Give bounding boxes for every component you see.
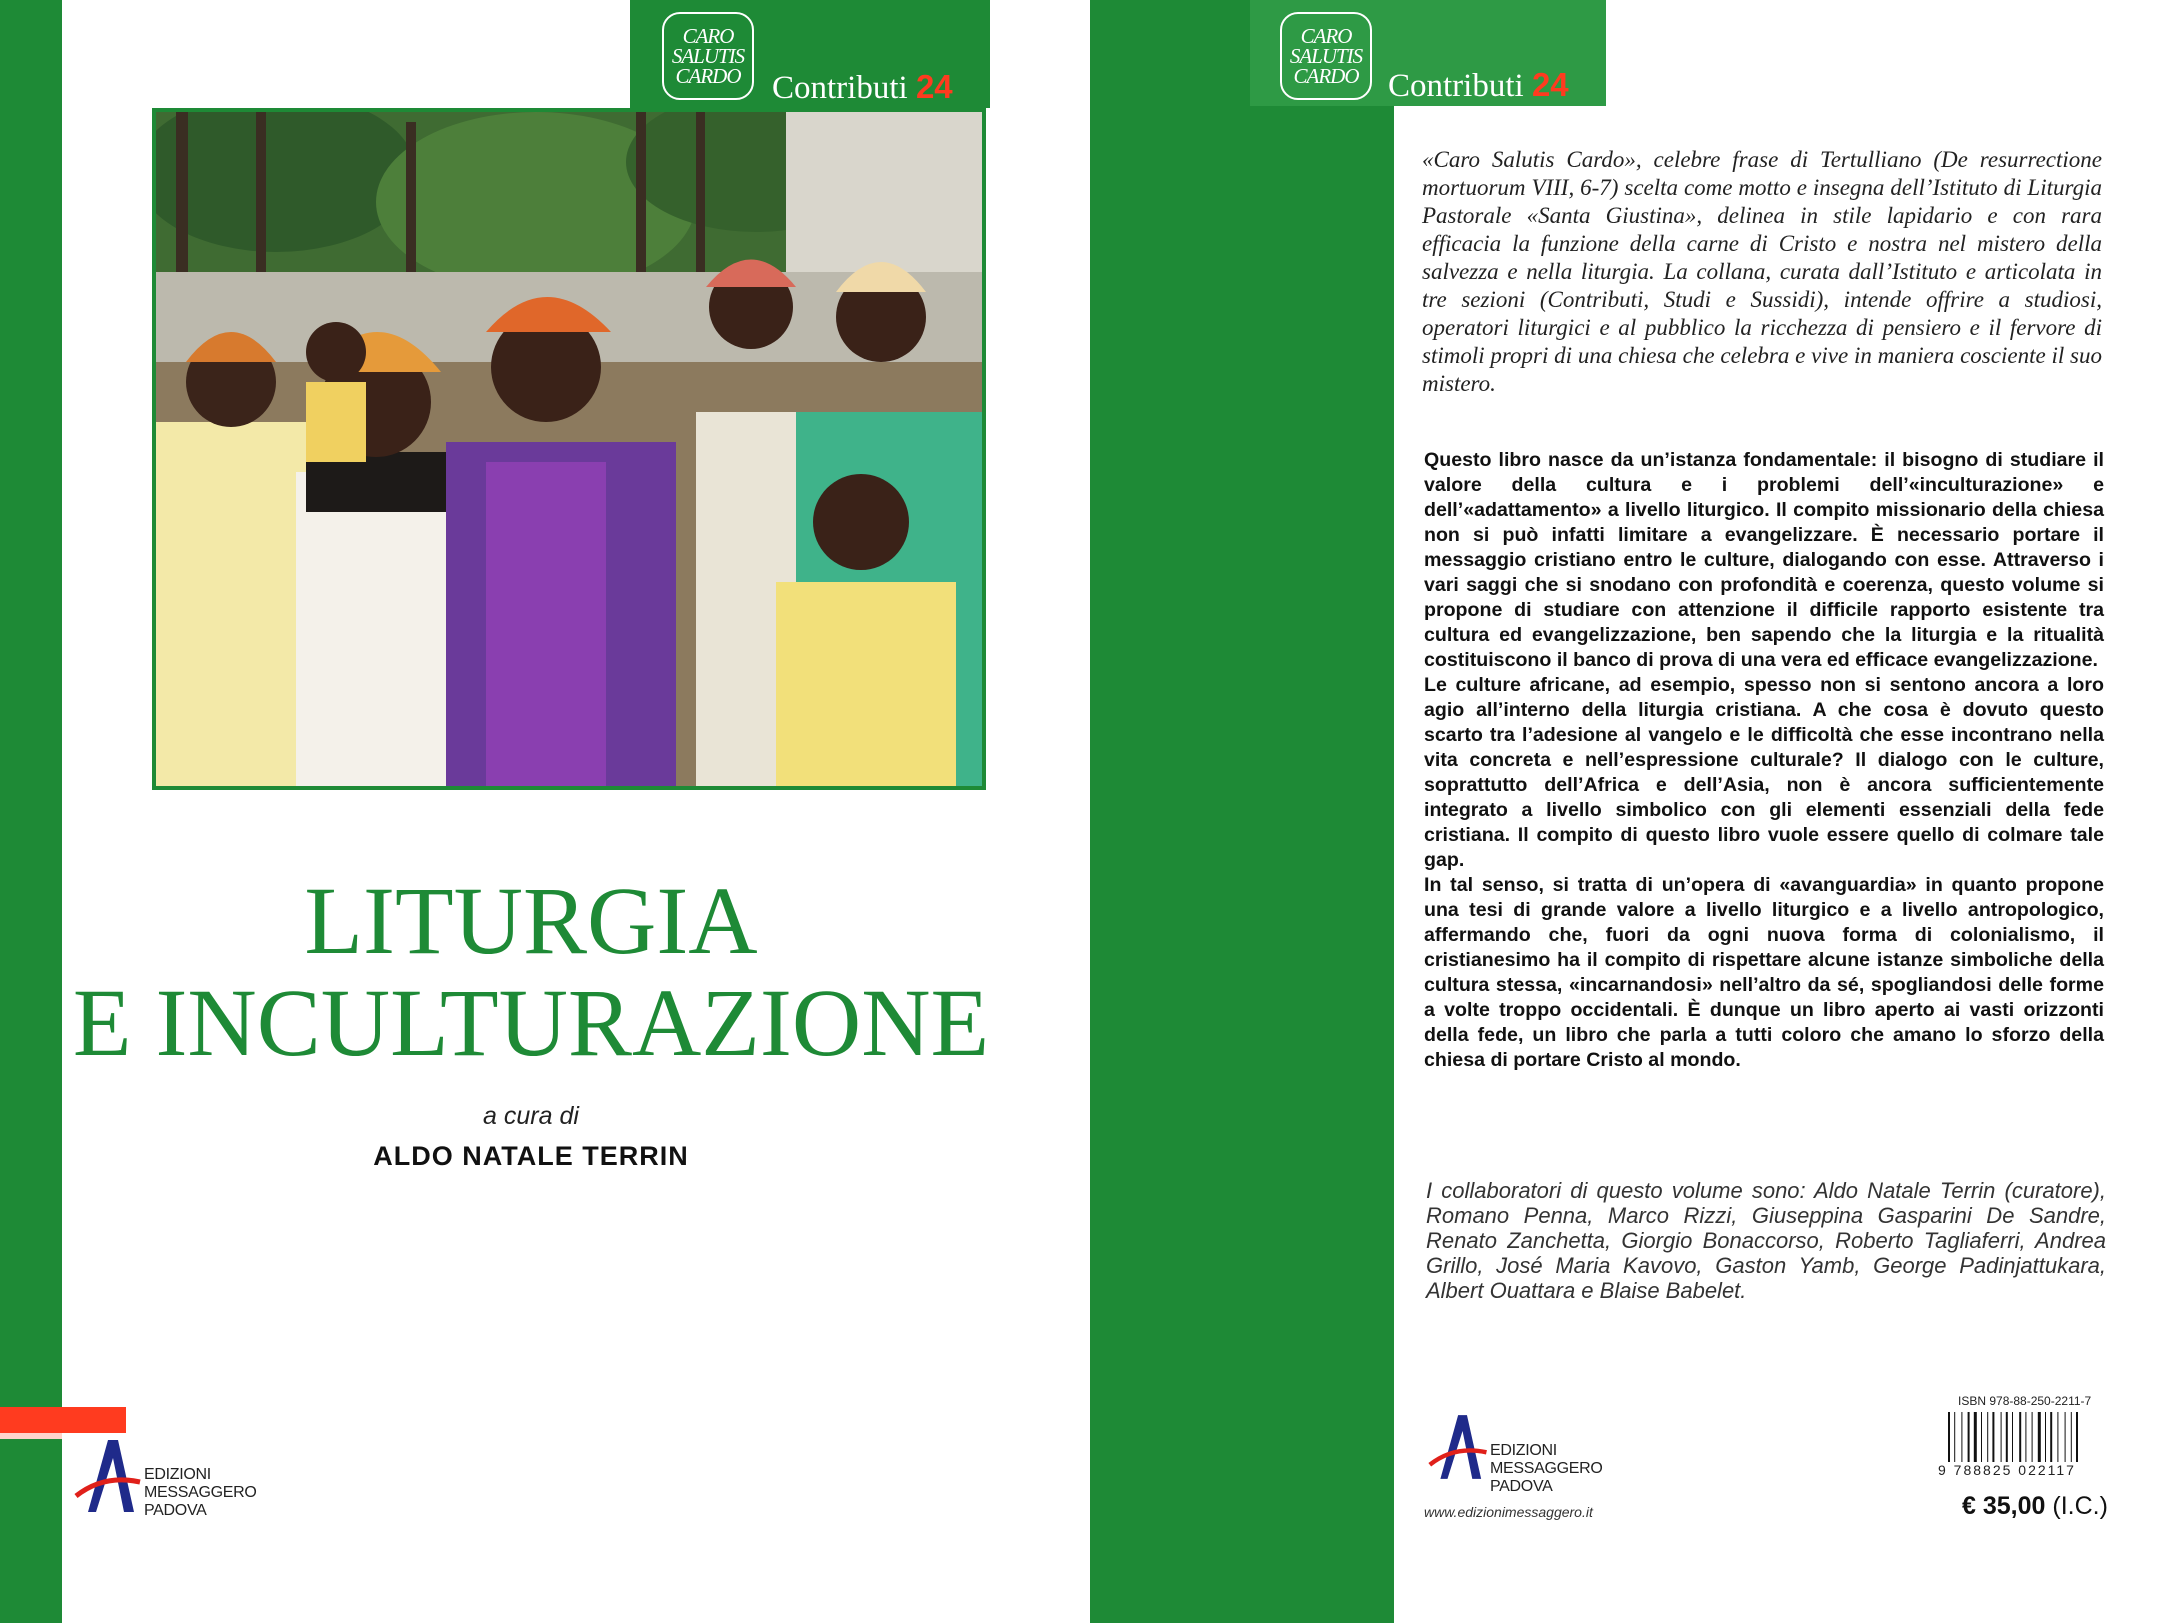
barcode-bar <box>2076 1412 2078 1462</box>
publisher-name-line: MESSAGGERO <box>1490 1460 1603 1477</box>
barcode-bar <box>2050 1412 2052 1462</box>
back-green-strip <box>1090 0 1394 1623</box>
book-blurb <box>1424 448 2104 1073</box>
barcode-bar <box>2071 1412 2072 1462</box>
barcode-icon <box>1944 1410 2106 1468</box>
blurb-paragraph: In tal senso, si tratta di un’opera di «avanguardia» in quanto propone una tesi di grande valore a livello liturgico e a livello antropologico, affermando che, fuori da ogni nuova forma di colonialismo, il cristianesimo ha il compito di rispettare alcune istanze simboliche della cultura stessa, «incarnandosi» nell’altro da sé, spogliandosi delle forme a volte troppo occidentali. È dunque un libro aperto ai vasti orizzonti della fede, un libro che parla a tutti coloro che amano lo sforzo della chiesa di portare Cristo al mondo. <box>1424 874 2104 1071</box>
publisher-name <box>144 1466 257 1520</box>
series-logo-line: CARO <box>682 24 734 48</box>
series-number: 24 <box>1531 66 1569 103</box>
barcode-bar <box>2006 1412 2008 1462</box>
publisher-logo-icon <box>74 1438 144 1514</box>
front-red-mark <box>0 1407 126 1433</box>
book-title-line: E INCULTURAZIONE <box>72 969 990 1076</box>
barcode-bar <box>1992 1412 1994 1462</box>
book-title-line: LITURGIA <box>304 867 758 974</box>
barcode-bar <box>1948 1412 1950 1462</box>
publisher-name-line: PADOVA <box>1490 1478 1553 1495</box>
barcode-bar <box>2057 1412 2058 1462</box>
series-description: «Caro Salutis Cardo», celebre frase di Tertulliano (De resurrectione mortuorum VIII, 6-7) scelta come motto e insegna dell’Istituto di Liturgia Pastorale «Santa Giustina», delinea in stile lapidario e con rara efficacia la funzione della carne di Cristo e nostra nel mistero della salvezza e nella liturgia. La collana, curata dall’Istituto e articolata in tre sezioni (Contributi, Studi e Sussidi), intende offrire a studiosi, operatori liturgici e al pubblico la ricchezza di pensiero e il fervore di stimoli propri di una chiesa che celebra e vive in maniera cosciente il suo mistero. <box>1422 147 2102 396</box>
series-logo-line: SALUTIS <box>1289 44 1363 68</box>
series-logo-line: CARDO <box>675 64 741 88</box>
barcode-bar <box>1974 1412 1977 1462</box>
barcode-bar <box>1987 1412 1988 1462</box>
series-name: Contributi <box>772 70 908 106</box>
series-logo <box>1280 12 1372 100</box>
price-value: € 35,00 <box>1962 1492 2046 1520</box>
series-number: 24 <box>915 68 953 105</box>
barcode-bar <box>2045 1412 2046 1462</box>
cover-photo-illustration <box>156 112 982 786</box>
blurb-paragraph: Questo libro nasce da un’istanza fondamentale: il bisogno di studiare il valore della cultura e i problemi dell’«inculturazione» e dell’«adattamento» a livello liturgico. Il compito missionario della chiesa non si può infatti limitare a evangelizzare. È necessario portare il messaggio cristiano entro le culture, dialogando con esse. Attraverso i vari saggi che si snodano con profondità e coerenza, questo volume si propone di studiare con attenzione il difficile rapporto esistente tra cultura ed evangelizzazione, ben sapendo che la liturgia e la ritualità costituiscono il banco di prova di una vera ed efficace evangelizzazione. <box>1424 449 2104 671</box>
publisher-name-line: EDIZIONI <box>1490 1442 1557 1459</box>
barcode-bar <box>1961 1412 1962 1462</box>
barcode-bar <box>1968 1412 1970 1462</box>
price <box>1962 1492 2108 1521</box>
publisher-name-line: MESSAGGERO <box>144 1484 257 1501</box>
front-series-box <box>630 0 990 108</box>
series-logo-line: CARDO <box>1293 64 1359 88</box>
front-green-strip <box>0 0 62 1623</box>
barcode-bar <box>1954 1412 1955 1462</box>
series-logo-line: SALUTIS <box>671 44 745 68</box>
isbn-label: ISBN 978-88-250-2211-7 <box>1958 1394 2092 1408</box>
barcode-bar <box>2065 1412 2066 1462</box>
barcode-bar <box>2001 1412 2002 1462</box>
series-label <box>772 68 953 107</box>
barcode-digits: 9 788825 022117 <box>1938 1462 2076 1478</box>
publisher-name-line: EDIZIONI <box>144 1466 211 1483</box>
publisher-name-line: PADOVA <box>144 1502 207 1519</box>
series-label <box>1388 66 1569 105</box>
publisher-website: www.edizionimessaggero.it <box>1424 1504 1593 1520</box>
editor-label: a cura di <box>483 1102 579 1130</box>
publisher-name <box>1490 1442 1603 1496</box>
barcode-bar <box>2012 1412 2013 1462</box>
barcode-bar <box>1981 1412 1982 1462</box>
blurb-paragraph: Le culture africane, ad esempio, spesso non si sentono ancora a loro agio all’interno della liturgia cristiana. A che cosa è dovuto questo scarto tra l’adesione al vangelo e le difficoltà che esse incontrano nella vita concreta e nell’espressione culturale? Il dialogo con le culture, soprattutto dell’Africa e dell’Asia, non è ancora sufficientemente integrato a livello simbolico con gli elementi essenziali della fede cristiana. Il compito di questo libro vuole essere quello di colmare tale gap. <box>1424 674 2104 871</box>
cover-photo <box>152 108 986 790</box>
barcode-bar <box>2019 1412 2021 1462</box>
back-series-box <box>1250 0 1606 106</box>
series-logo-line: CARO <box>1300 24 1352 48</box>
contributors-list: I collaboratori di questo volume sono: Aldo Natale Terrin (curatore), Romano Penna, Marco Rizzi, Giuseppina Gasparini De Sandre, Renato Zanchetta, Giorgio Bonaccorso, Roberto Tagliaferri, Andrea Grillo, José Maria Kavovo, Gaston Yamb, George Padinjattukara, Albert Ouattara e Blaise Babelet. <box>1426 1178 2106 1303</box>
barcode-bar <box>2032 1412 2033 1462</box>
barcode-bar <box>2038 1412 2041 1462</box>
series-logo <box>662 12 754 100</box>
spine-gap <box>1000 0 1090 1623</box>
book-title <box>62 867 1000 1076</box>
editor-name: ALDO NATALE TERRIN <box>373 1141 689 1171</box>
series-name: Contributi <box>1388 68 1524 104</box>
price-note: (I.C.) <box>2052 1492 2108 1520</box>
barcode-bar <box>2025 1412 2026 1462</box>
publisher-logo-icon <box>1428 1412 1490 1482</box>
